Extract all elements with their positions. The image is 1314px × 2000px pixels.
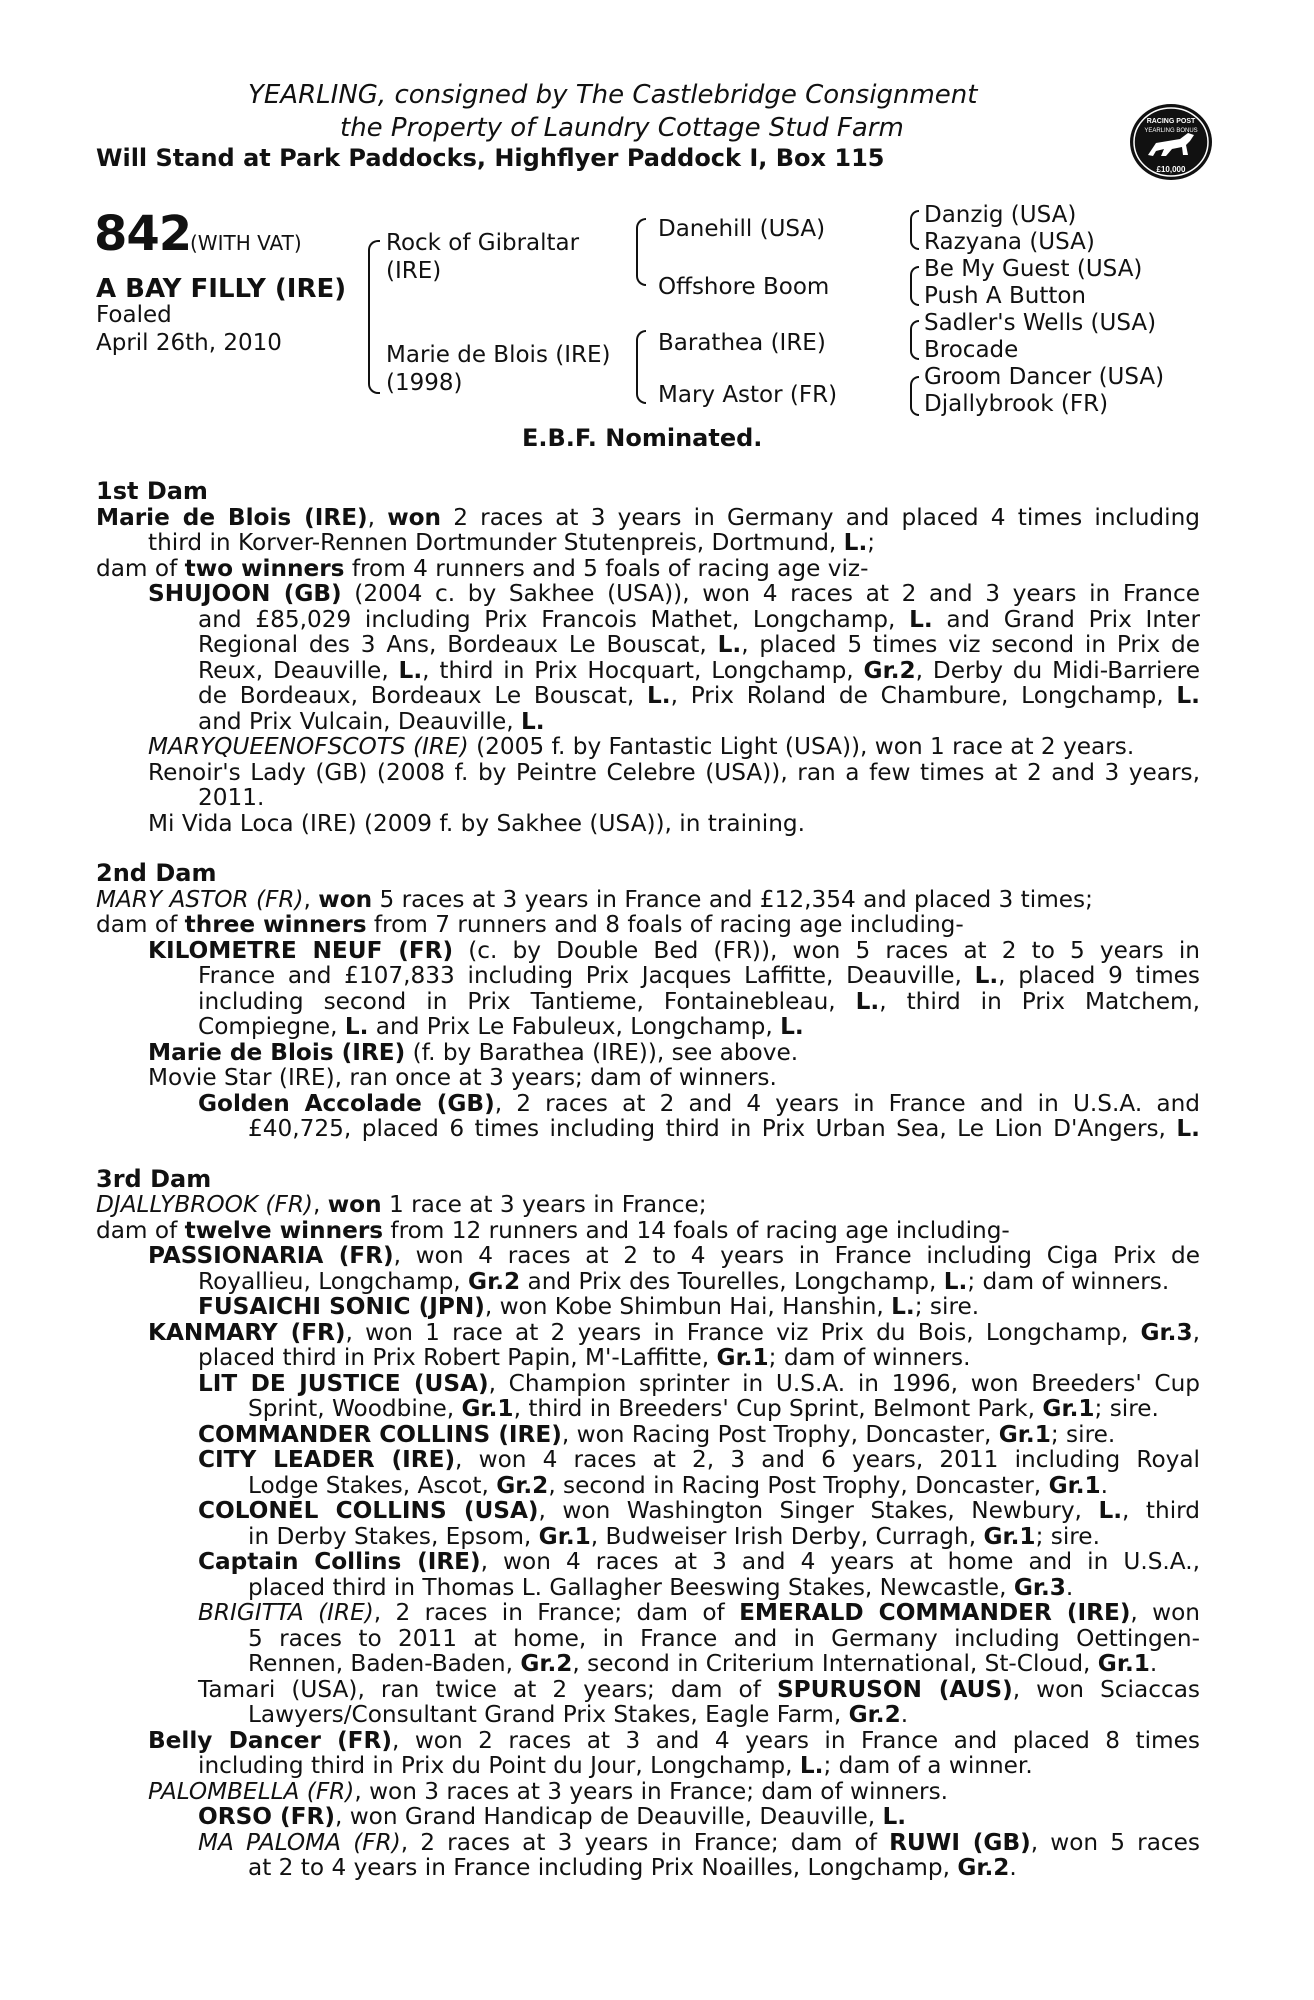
second-dam-line: MARY ASTOR (FR), won 5 races at 3 years in France and £12,354 and placed 3 times; — [96, 886, 1093, 912]
pedigree-gen3-6: Brocade — [924, 337, 1019, 363]
third-dam-line: Belly Dancer (FR), won 2 races at 3 and 4 years in France and placed 8 times — [148, 1727, 1200, 1753]
first-dam-line: Regional des 3 Ans, Bordeaux Le Bouscat, L., placed 5 times viz second in Prix de — [198, 632, 1200, 658]
pedigree-brace-g3-1 — [910, 210, 919, 250]
first-dam-line: Reux, Deauville, L., third in Prix Hocquart, Longchamp, Gr.2, Derby du Midi-Barriere — [198, 657, 1200, 683]
pedigree-sire-suffix: (IRE) — [386, 258, 442, 284]
second-dam-line: France and £107,833 including Prix Jacques Laffitte, Deauville, L., placed 9 times — [198, 963, 1200, 989]
second-dam-line: Compiegne, L. and Prix Le Fabuleux, Longchamp, L. — [198, 1014, 804, 1040]
dam-records — [96, 479, 1200, 1881]
pedigree-gen3-5: Sadler's Wells (USA) — [924, 310, 1157, 336]
third-dam-line: CITY LEADER (IRE), won 4 races at 2, 3 and 6 years, 2011 including Royal — [198, 1447, 1200, 1473]
third-dam-line: KANMARY (FR), won 1 race at 2 years in France viz Prix du Bois, Longchamp, Gr.3, — [148, 1319, 1200, 1345]
first-dam-line: and Prix Vulcain, Deauville, L. — [198, 708, 545, 734]
pedigree-brace-gen1 — [368, 240, 380, 394]
third-dam-line: DJALLYBROOK (FR), won 1 race at 3 years in France; — [96, 1192, 707, 1218]
third-dam-line: Tamari (USA), ran twice at 2 years; dam of SPURUSON (AUS), won Sciaccas — [198, 1676, 1200, 1702]
first-dam-line: dam of two winners from 4 runners and 5 foals of racing age viz- — [96, 555, 869, 581]
pedigree-gen2-1: Danehill (USA) — [658, 216, 826, 242]
second-dam-line: Golden Accolade (GB), 2 races at 2 and 4 years in France and in U.S.A. and — [198, 1090, 1200, 1116]
pedigree-gen3-7: Groom Dancer (USA) — [924, 364, 1165, 390]
third-dam-line: including third in Prix du Point du Jour, Longchamp, L.; dam of a winner. — [198, 1753, 1033, 1779]
header-line-3: Will Stand at Park Paddocks, Highflyer Paddock I, Box 115 — [96, 144, 885, 172]
header-line-1: YEARLING, consigned by The Castlebridge Consignment — [248, 80, 978, 110]
second-dam-line: including second in Prix Tantieme, Fontainebleau, L., third in Prix Matchem, — [198, 988, 1200, 1014]
badge-amount: £10,000 — [1156, 165, 1186, 174]
section-third-dam: 3rd Dam — [96, 1166, 212, 1192]
first-dam-line: third in Korver-Rennen Dortmunder Stutenpreis, Dortmund, L.; — [148, 530, 876, 556]
second-dam-line: dam of three winners from 7 runners and 8 foals of racing age including- — [96, 912, 964, 938]
third-dam-line: PASSIONARIA (FR), won 4 races at 2 to 4 years in France including Ciga Prix de — [148, 1243, 1200, 1269]
pedigree-gen2-3: Barathea (IRE) — [658, 330, 826, 356]
pedigree-brace-g3-3 — [910, 320, 919, 360]
pedigree-dam: Marie de Blois (IRE) — [386, 342, 611, 368]
badge-top-text: RACING POST — [1146, 118, 1196, 125]
lot-name: A BAY FILLY (IRE) — [96, 274, 347, 304]
first-dam-line: de Bordeaux, Bordeaux Le Bouscat, L., Prix Roland de Chambure, Longchamp, L. — [198, 683, 1200, 709]
foaled-label: Foaled — [96, 302, 172, 328]
third-dam-line: ORSO (FR), won Grand Handicap de Deauville, Deauville, L. — [198, 1804, 907, 1830]
third-dam-line: BRIGITTA (IRE), 2 races in France; dam of EMERALD COMMANDER (IRE), won — [198, 1600, 1200, 1626]
third-dam-line: in Derby Stakes, Epsom, Gr.1, Budweiser Irish Derby, Curragh, Gr.1; sire. — [248, 1523, 1100, 1549]
header-line-2: the Property of Laundry Cottage Stud Farm — [340, 113, 904, 143]
third-dam-line: placed third in Thomas L. Gallagher Beeswing Stakes, Newcastle, Gr.3. — [248, 1574, 1074, 1600]
yearling-bonus-badge — [1128, 99, 1214, 185]
third-dam-line: 5 races to 2011 at home, in France and in Germany including Oettingen- — [248, 1625, 1200, 1651]
third-dam-line: Lodge Stakes, Ascot, Gr.2, second in Racing Post Trophy, Doncaster, Gr.1. — [248, 1472, 1109, 1498]
section-first-dam: 1st Dam — [96, 479, 208, 505]
third-dam-line: LIT DE JUSTICE (USA), Champion sprinter in U.S.A. in 1996, won Breeders' Cup — [198, 1370, 1200, 1396]
pedigree-gen3-4: Push A Button — [924, 283, 1086, 309]
pedigree-brace-g3-2 — [910, 266, 919, 306]
third-dam-line: FUSAICHI SONIC (JPN), won Kobe Shimbun Hai, Hanshin, L.; sire. — [198, 1294, 980, 1320]
second-dam-line: Movie Star (IRE), ran once at 3 years; dam of winners. — [148, 1065, 777, 1091]
third-dam-line: Rennen, Baden-Baden, Gr.2, second in Criterium International, St-Cloud, Gr.1. — [248, 1651, 1158, 1677]
lot-vat: (WITH VAT) — [190, 231, 302, 255]
third-dam-line: Lawyers/Consultant Grand Prix Stakes, Eagle Farm, Gr.2. — [248, 1702, 909, 1728]
pedigree-gen3-8: Djallybrook (FR) — [924, 391, 1109, 417]
pedigree-brace-g3-4 — [910, 376, 919, 416]
third-dam-line: MA PALOMA (FR), 2 races at 3 years in France; dam of RUWI (GB), won 5 races — [198, 1829, 1200, 1855]
ebf-nomination: E.B.F. Nominated. — [522, 424, 763, 452]
badge-mid-text: YEARLING BONUS — [1144, 128, 1198, 134]
third-dam-line: COLONEL COLLINS (USA), won Washington Singer Stakes, Newbury, L., third — [198, 1498, 1200, 1524]
section-second-dam: 2nd Dam — [96, 861, 217, 887]
pedigree-gen2-2: Offshore Boom — [658, 274, 830, 300]
pedigree-gen3-2: Razyana (USA) — [924, 229, 1095, 255]
first-dam-line: Renoir's Lady (GB) (2008 f. by Peintre Celebre (USA)), ran a few times at 2 and 3 years, — [148, 759, 1200, 785]
pedigree-sire: Rock of Gibraltar — [386, 230, 580, 256]
first-dam-line: MARYQUEENOFSCOTS (IRE) (2005 f. by Fantastic Light (USA)), won 1 race at 2 years. — [148, 734, 1135, 760]
third-dam-line: Royallieu, Longchamp, Gr.2 and Prix des Tourelles, Longchamp, L.; dam of winners. — [198, 1268, 1170, 1294]
third-dam-line: COMMANDER COLLINS (IRE), won Racing Post Trophy, Doncaster, Gr.1; sire. — [198, 1421, 1116, 1447]
first-dam-line: 2011. — [198, 785, 265, 811]
third-dam-line: dam of twelve winners from 12 runners and 14 foals of racing age including- — [96, 1217, 1010, 1243]
first-dam-line: Marie de Blois (IRE), won 2 races at 3 years in Germany and placed 4 times including — [96, 504, 1200, 530]
lot-number: 842 — [94, 206, 192, 262]
pedigree-brace-dam — [636, 330, 646, 404]
second-dam-line: KILOMETRE NEUF (FR) (c. by Double Bed (FR)), won 5 races at 2 to 5 years in — [148, 937, 1200, 963]
first-dam-line: Mi Vida Loca (IRE) (2009 f. by Sakhee (USA)), in training. — [148, 810, 805, 836]
first-dam-line: and £85,029 including Prix Francois Mathet, Longchamp, L. and Grand Prix Inter — [198, 606, 1200, 632]
third-dam-line: Captain Collins (IRE), won 4 races at 3 and 4 years at home and in U.S.A., — [198, 1549, 1200, 1575]
second-dam-line: Marie de Blois (IRE) (f. by Barathea (IRE)), see above. — [148, 1039, 799, 1065]
third-dam-line: at 2 to 4 years in France including Prix Noailles, Longchamp, Gr.2. — [248, 1855, 1017, 1881]
third-dam-line: Sprint, Woodbine, Gr.1, third in Breeders' Cup Sprint, Belmont Park, Gr.1; sire. — [248, 1396, 1159, 1422]
pedigree-gen3-1: Danzig (USA) — [924, 202, 1077, 228]
pedigree-gen2-4: Mary Astor (FR) — [658, 382, 838, 408]
pedigree-gen3-3: Be My Guest (USA) — [924, 256, 1143, 282]
second-dam-line: £40,725, placed 6 times including third in Prix Urban Sea, Le Lion D'Angers, L. — [248, 1116, 1200, 1142]
third-dam-line: PALOMBELLA (FR), won 3 races at 3 years in France; dam of winners. — [148, 1778, 949, 1804]
pedigree-dam-year: (1998) — [386, 370, 463, 396]
pedigree-brace-sire — [636, 218, 646, 286]
third-dam-line: placed third in Prix Robert Papin, M'-Laffitte, Gr.1; dam of winners. — [198, 1345, 971, 1371]
foaled-date: April 26th, 2010 — [96, 330, 282, 356]
first-dam-line: SHUJOON (GB) (2004 c. by Sakhee (USA)), won 4 races at 2 and 3 years in France — [148, 581, 1200, 607]
